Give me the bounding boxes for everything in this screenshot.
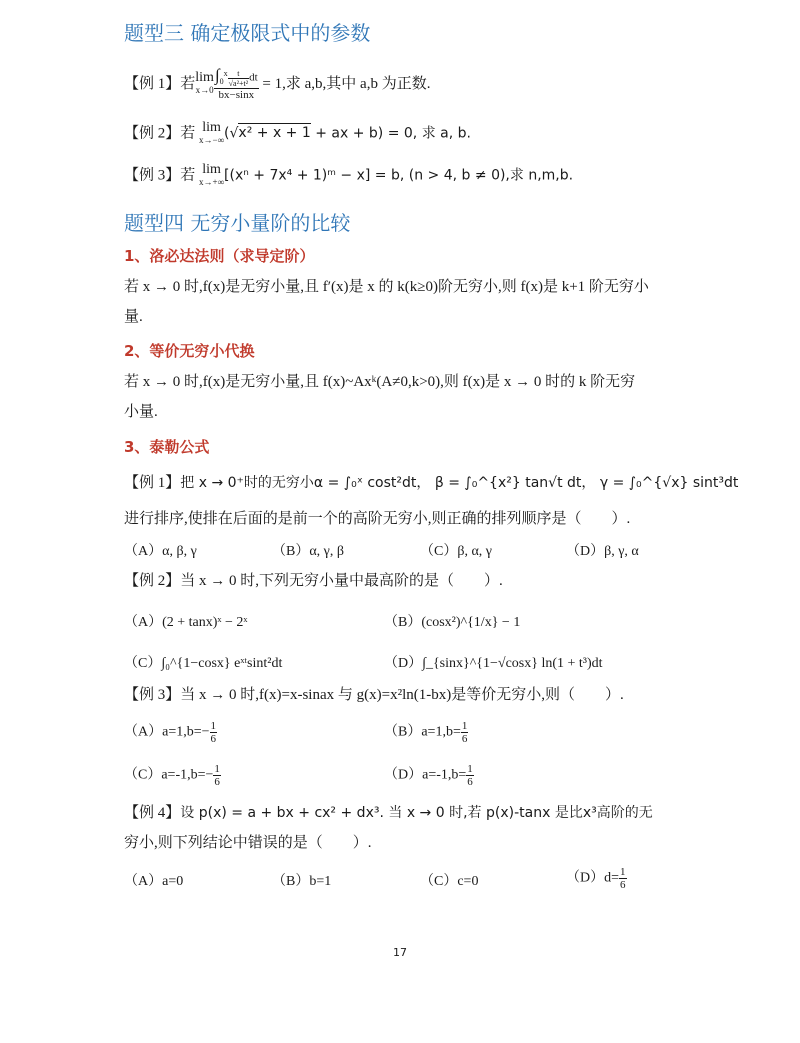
s3-ex3-body: [(xⁿ + 7x⁴ + 1)ᵐ − x] = b, (n > 4, b ≠ 0),求 n,m,b.	[224, 167, 574, 184]
m3-ex4-option-a[interactable]: （A）a=0	[124, 874, 184, 889]
s3-example-3	[124, 164, 573, 188]
fraction-one-sixth: $\frac{1}{6}$	[461, 720, 468, 745]
s3-ex1-fraction: $\int_0^x$ $\frac{t}{\text{√a²+t²}}$ dt bx−sinx	[214, 65, 258, 101]
method-2-line-1: 若 x → 0 时,f(x)是无穷小量,且 f(x)~Axᵏ(A≠0,k>0),则 f(x)是 x → 0 时的 k 阶无穷	[124, 374, 636, 390]
fraction-one-sixth: $\frac{1}{6}$	[620, 866, 626, 891]
s3-ex3-label: 【例 3】	[124, 167, 181, 184]
m3-ex4-label: 【例 4】	[124, 805, 181, 821]
m3-ex3-option-a[interactable]: （A）a=1,b=− $\frac{1}{6}$	[124, 720, 217, 745]
m3-ex1-label: 【例 1】	[124, 475, 181, 491]
s3-ex2-radicand: x² + x + 1	[238, 125, 311, 142]
m3-ex2-option-d[interactable]: （D）∫_{sinx}^{1−√cosx} ln(1 + t³)dt	[384, 656, 603, 671]
s3-ex1-lim: lim x→0	[195, 70, 214, 96]
s3-example-2: 【例 2】若 lim x→−∞ (√x² + x + 1 + ax + b) = 0, 求 a, b.	[124, 120, 471, 145]
section-4-title: 题型四 无穷小量阶的比较	[124, 211, 351, 235]
section-3-title: 题型三 确定极限式中的参数	[124, 21, 371, 45]
m3-ex2-option-a[interactable]: （A）(2 + tanx)ˣ − 2ˣ	[124, 615, 248, 630]
s3-ex3-lim: lim x→+∞	[199, 162, 225, 187]
method-1-title: 1、洛必达法则（求导定阶）	[124, 247, 315, 265]
s3-ex1-label: 【例 1】	[124, 75, 181, 92]
fraction-one-sixth: $\frac{1}{6}$	[210, 720, 217, 745]
m3-example-3-stem: 【例 3】当 x → 0 时,f(x)=x-sinax 与 g(x)=x²ln(1-bx)是等价无穷小,则（ ）.	[124, 687, 624, 703]
m3-ex1-option-d[interactable]: （D）β, γ, α	[566, 544, 639, 559]
method-2-line-2: 小量.	[124, 404, 158, 420]
s3-example-1	[124, 65, 431, 101]
m3-ex3-option-b[interactable]: （B）a=1,b= $\frac{1}{6}$	[384, 720, 468, 745]
m3-ex3-label: 【例 3】	[124, 687, 181, 703]
m3-ex3-option-c[interactable]: （C）a=-1,b=− $\frac{1}{6}$	[124, 763, 220, 788]
m3-ex4-option-b[interactable]: （B）b=1	[272, 874, 332, 889]
s3-ex1-prefix: 若	[180, 75, 196, 92]
fraction-one-sixth: $\frac{1}{6}$	[214, 763, 220, 788]
m3-ex4-option-c[interactable]: （C）c=0	[420, 874, 479, 889]
m3-ex1-option-a[interactable]: （A）α, β, γ	[124, 544, 197, 559]
method-3-title: 3、泰勒公式	[124, 438, 210, 456]
method-1-line-2: 量.	[124, 309, 143, 325]
method-1-line-1: 若 x → 0 时,f(x)是无穷小量,且 f′(x)是 x 的 k(k≥0)阶无穷小,则 f(x)是 k+1 阶无穷小	[124, 279, 649, 295]
m3-ex3-option-d[interactable]: （D）a=-1,b= $\frac{1}{6}$	[384, 763, 473, 788]
page-number: 17	[393, 946, 407, 959]
m3-example-1-stem-b: 进行排序,使排在后面的是前一个的高阶无穷小,则正确的排列顺序是（ ）.	[124, 511, 631, 527]
m3-ex1-option-c[interactable]: （C）β, α, γ	[420, 544, 492, 559]
fraction-one-sixth: $\frac{1}{6}$	[467, 763, 473, 788]
s3-ex2-lim: lim x→−∞	[199, 120, 225, 145]
m3-ex1-option-b[interactable]: （B）α, γ, β	[272, 544, 344, 559]
s3-ex2-prefix: 若	[180, 125, 196, 142]
s3-ex1-rhs: = 1,求 a,b,其中 a,b 为正数.	[262, 75, 431, 92]
m3-ex2-option-b[interactable]: （B）(cosx²)^{1/x} − 1	[384, 615, 521, 630]
s3-ex3-prefix: 若	[180, 167, 196, 184]
m3-ex4-option-d[interactable]: （D）d= $\frac{1}{6}$	[566, 866, 626, 891]
m3-example-1-stem-a: 【例 1】把 x → 0⁺时的无穷小α = ∫₀ˣ cost²dt， β = ∫₀^{x²} tan√t dt， γ = ∫₀^{√x} sint³dt	[124, 475, 739, 491]
m3-example-2-stem: 【例 2】当 x → 0 时,下列无穷小量中最高阶的是（ ）.	[124, 573, 503, 589]
m3-example-4-stem-a: 【例 4】设 p(x) = a + bx + cx² + dx³. 当 x → 0 时,若 p(x)-tanx 是比x³高阶的无	[124, 805, 653, 821]
m3-ex2-option-c[interactable]: （C）∫₀^{1−cosx} eˣᵗsint²dt	[124, 656, 283, 671]
method-2-title: 2、等价无穷小代换	[124, 342, 255, 360]
m3-ex2-label: 【例 2】	[124, 573, 181, 589]
s3-ex2-label: 【例 2】	[124, 125, 181, 142]
m3-example-4-stem-b: 穷小,则下列结论中错误的是（ ）.	[124, 835, 372, 851]
